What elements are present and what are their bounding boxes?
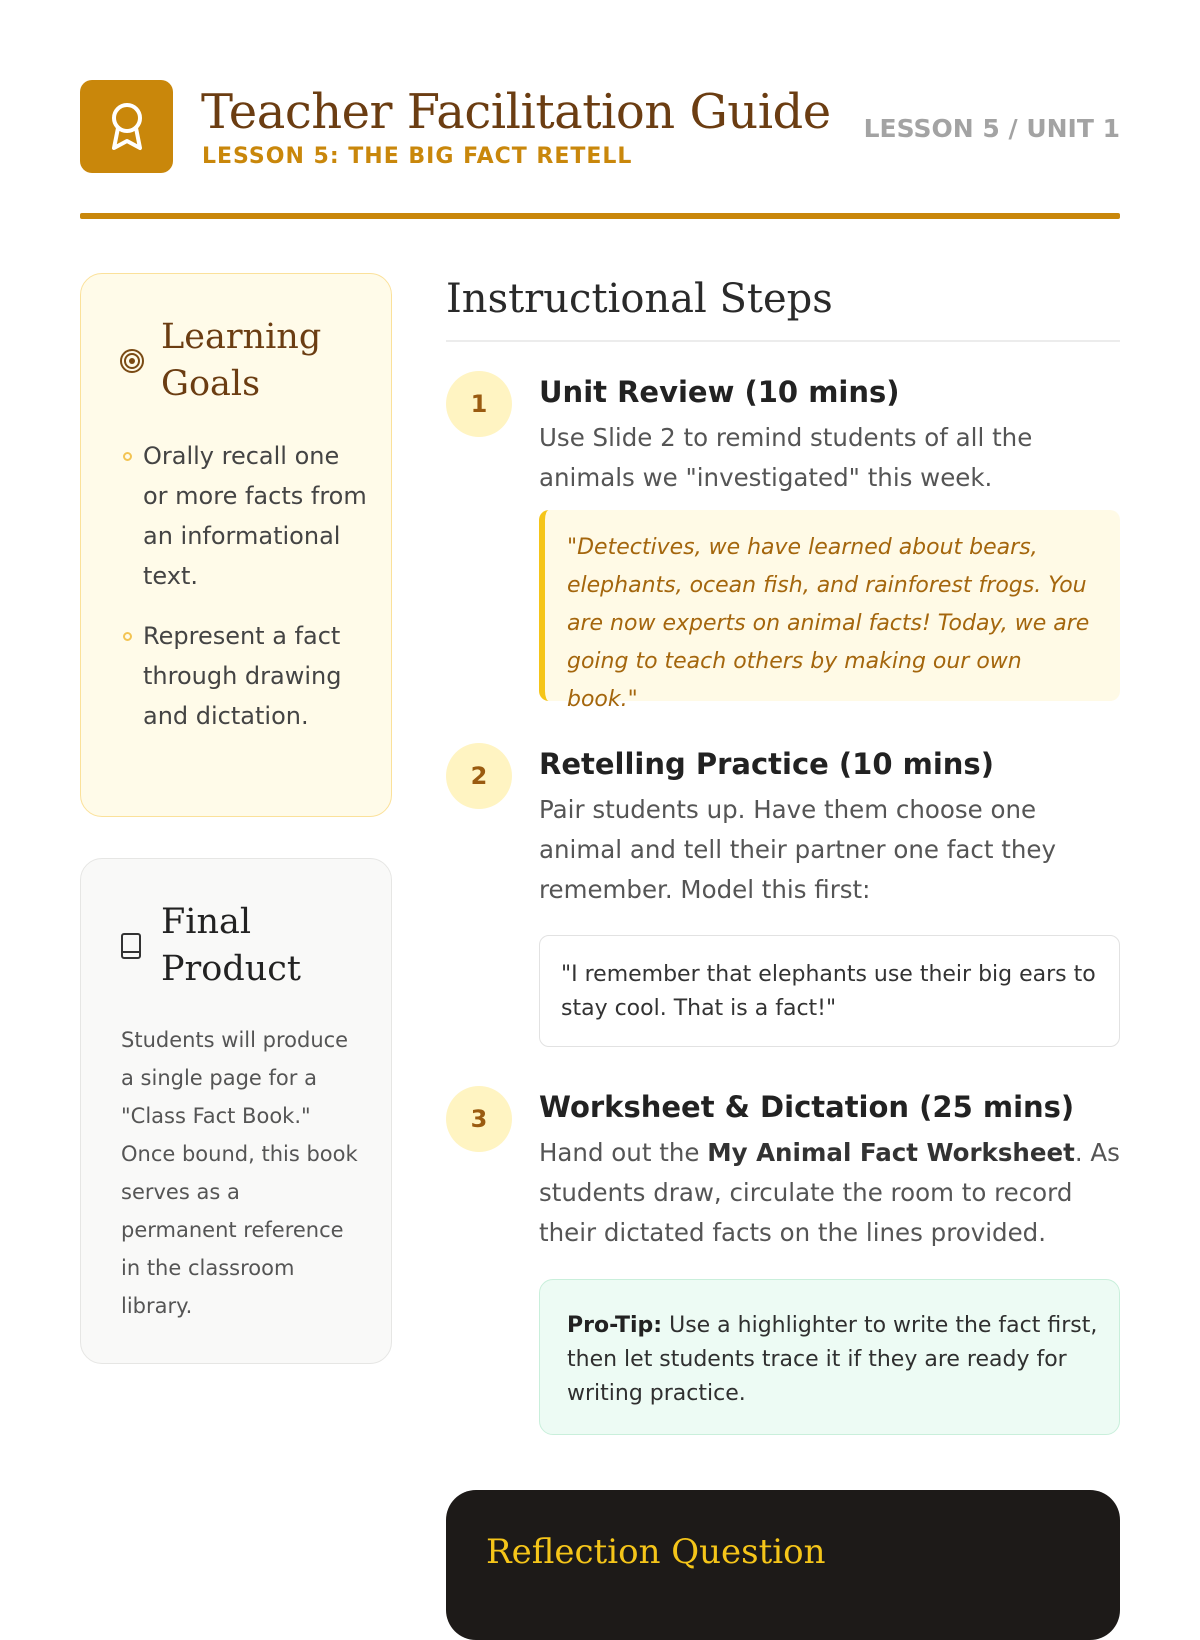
learning-goals-title-line1: Learning bbox=[161, 317, 322, 357]
book-icon bbox=[119, 932, 143, 960]
page-title: Teacher Facilitation Guide bbox=[201, 84, 831, 140]
learning-goals-title-line2: Goals bbox=[161, 364, 261, 404]
goal-list bbox=[121, 436, 371, 756]
step-title: Unit Review (10 mins) bbox=[539, 375, 900, 409]
goal-item: Represent a fact through drawing and dictation. bbox=[121, 616, 371, 736]
final-product-title-line1: Final bbox=[161, 902, 252, 942]
final-product-text: Students will produce a single page for a "Class Fact Book." Once bound, this book serves as a permanent reference in the classroom library. bbox=[121, 1028, 358, 1318]
final-product-title-line2: Product bbox=[161, 949, 301, 989]
target-icon bbox=[119, 348, 145, 374]
final-product-card bbox=[80, 858, 392, 1364]
section-divider bbox=[446, 340, 1120, 342]
lesson-tag: LESSON 5 / UNIT 1 bbox=[863, 114, 1120, 143]
final-product-heading bbox=[119, 899, 301, 993]
worksheet-name: My Animal Fact Worksheet bbox=[707, 1138, 1075, 1167]
page-subtitle: LESSON 5: THE BIG FACT RETELL bbox=[202, 144, 633, 169]
goal-item: Orally recall one or more facts from an informational text. bbox=[121, 436, 371, 596]
reflection-card bbox=[446, 1490, 1120, 1640]
pro-tip-box bbox=[539, 1279, 1120, 1435]
pro-tip-label: Pro-Tip: bbox=[567, 1313, 663, 1338]
step-number-badge: 1 bbox=[446, 371, 512, 437]
step-number-badge: 3 bbox=[446, 1086, 512, 1152]
learning-goals-card bbox=[80, 273, 392, 817]
step-number-badge: 2 bbox=[446, 743, 512, 809]
header-divider bbox=[80, 213, 1120, 219]
award-icon bbox=[107, 101, 147, 153]
reflection-title: Reflection Question bbox=[486, 1532, 826, 1572]
step-title: Worksheet & Dictation (25 mins) bbox=[539, 1090, 1075, 1124]
page-header bbox=[80, 80, 1120, 230]
logo-badge bbox=[80, 80, 173, 173]
model-example: "I remember that elephants use their big ears to stay cool. That is a fact!" bbox=[539, 935, 1120, 1047]
step-body: Hand out the My Animal Fact Worksheet. As students draw, circulate the room to record their dictated facts on the lines provided. bbox=[539, 1138, 1120, 1247]
teacher-quote: "Detectives, we have learned about bears, elephants, ocean fish, and rainforest frogs. You are now experts on animal facts! Today, we are going to teach others by making our own book." bbox=[539, 510, 1120, 701]
step-title: Retelling Practice (10 mins) bbox=[539, 747, 994, 781]
learning-goals-heading bbox=[119, 314, 321, 408]
instructional-steps-title: Instructional Steps bbox=[446, 276, 833, 322]
step-body: Pair students up. Have them choose one animal and tell their partner one fact they remember. Model this first: bbox=[539, 795, 1056, 904]
pro-tip-text: Use a highlighter to write the fact first, then let students trace it if they are ready for writing practice. bbox=[567, 1313, 1098, 1406]
step-body: Use Slide 2 to remind students of all the animals we "investigated" this week. bbox=[539, 423, 1033, 492]
